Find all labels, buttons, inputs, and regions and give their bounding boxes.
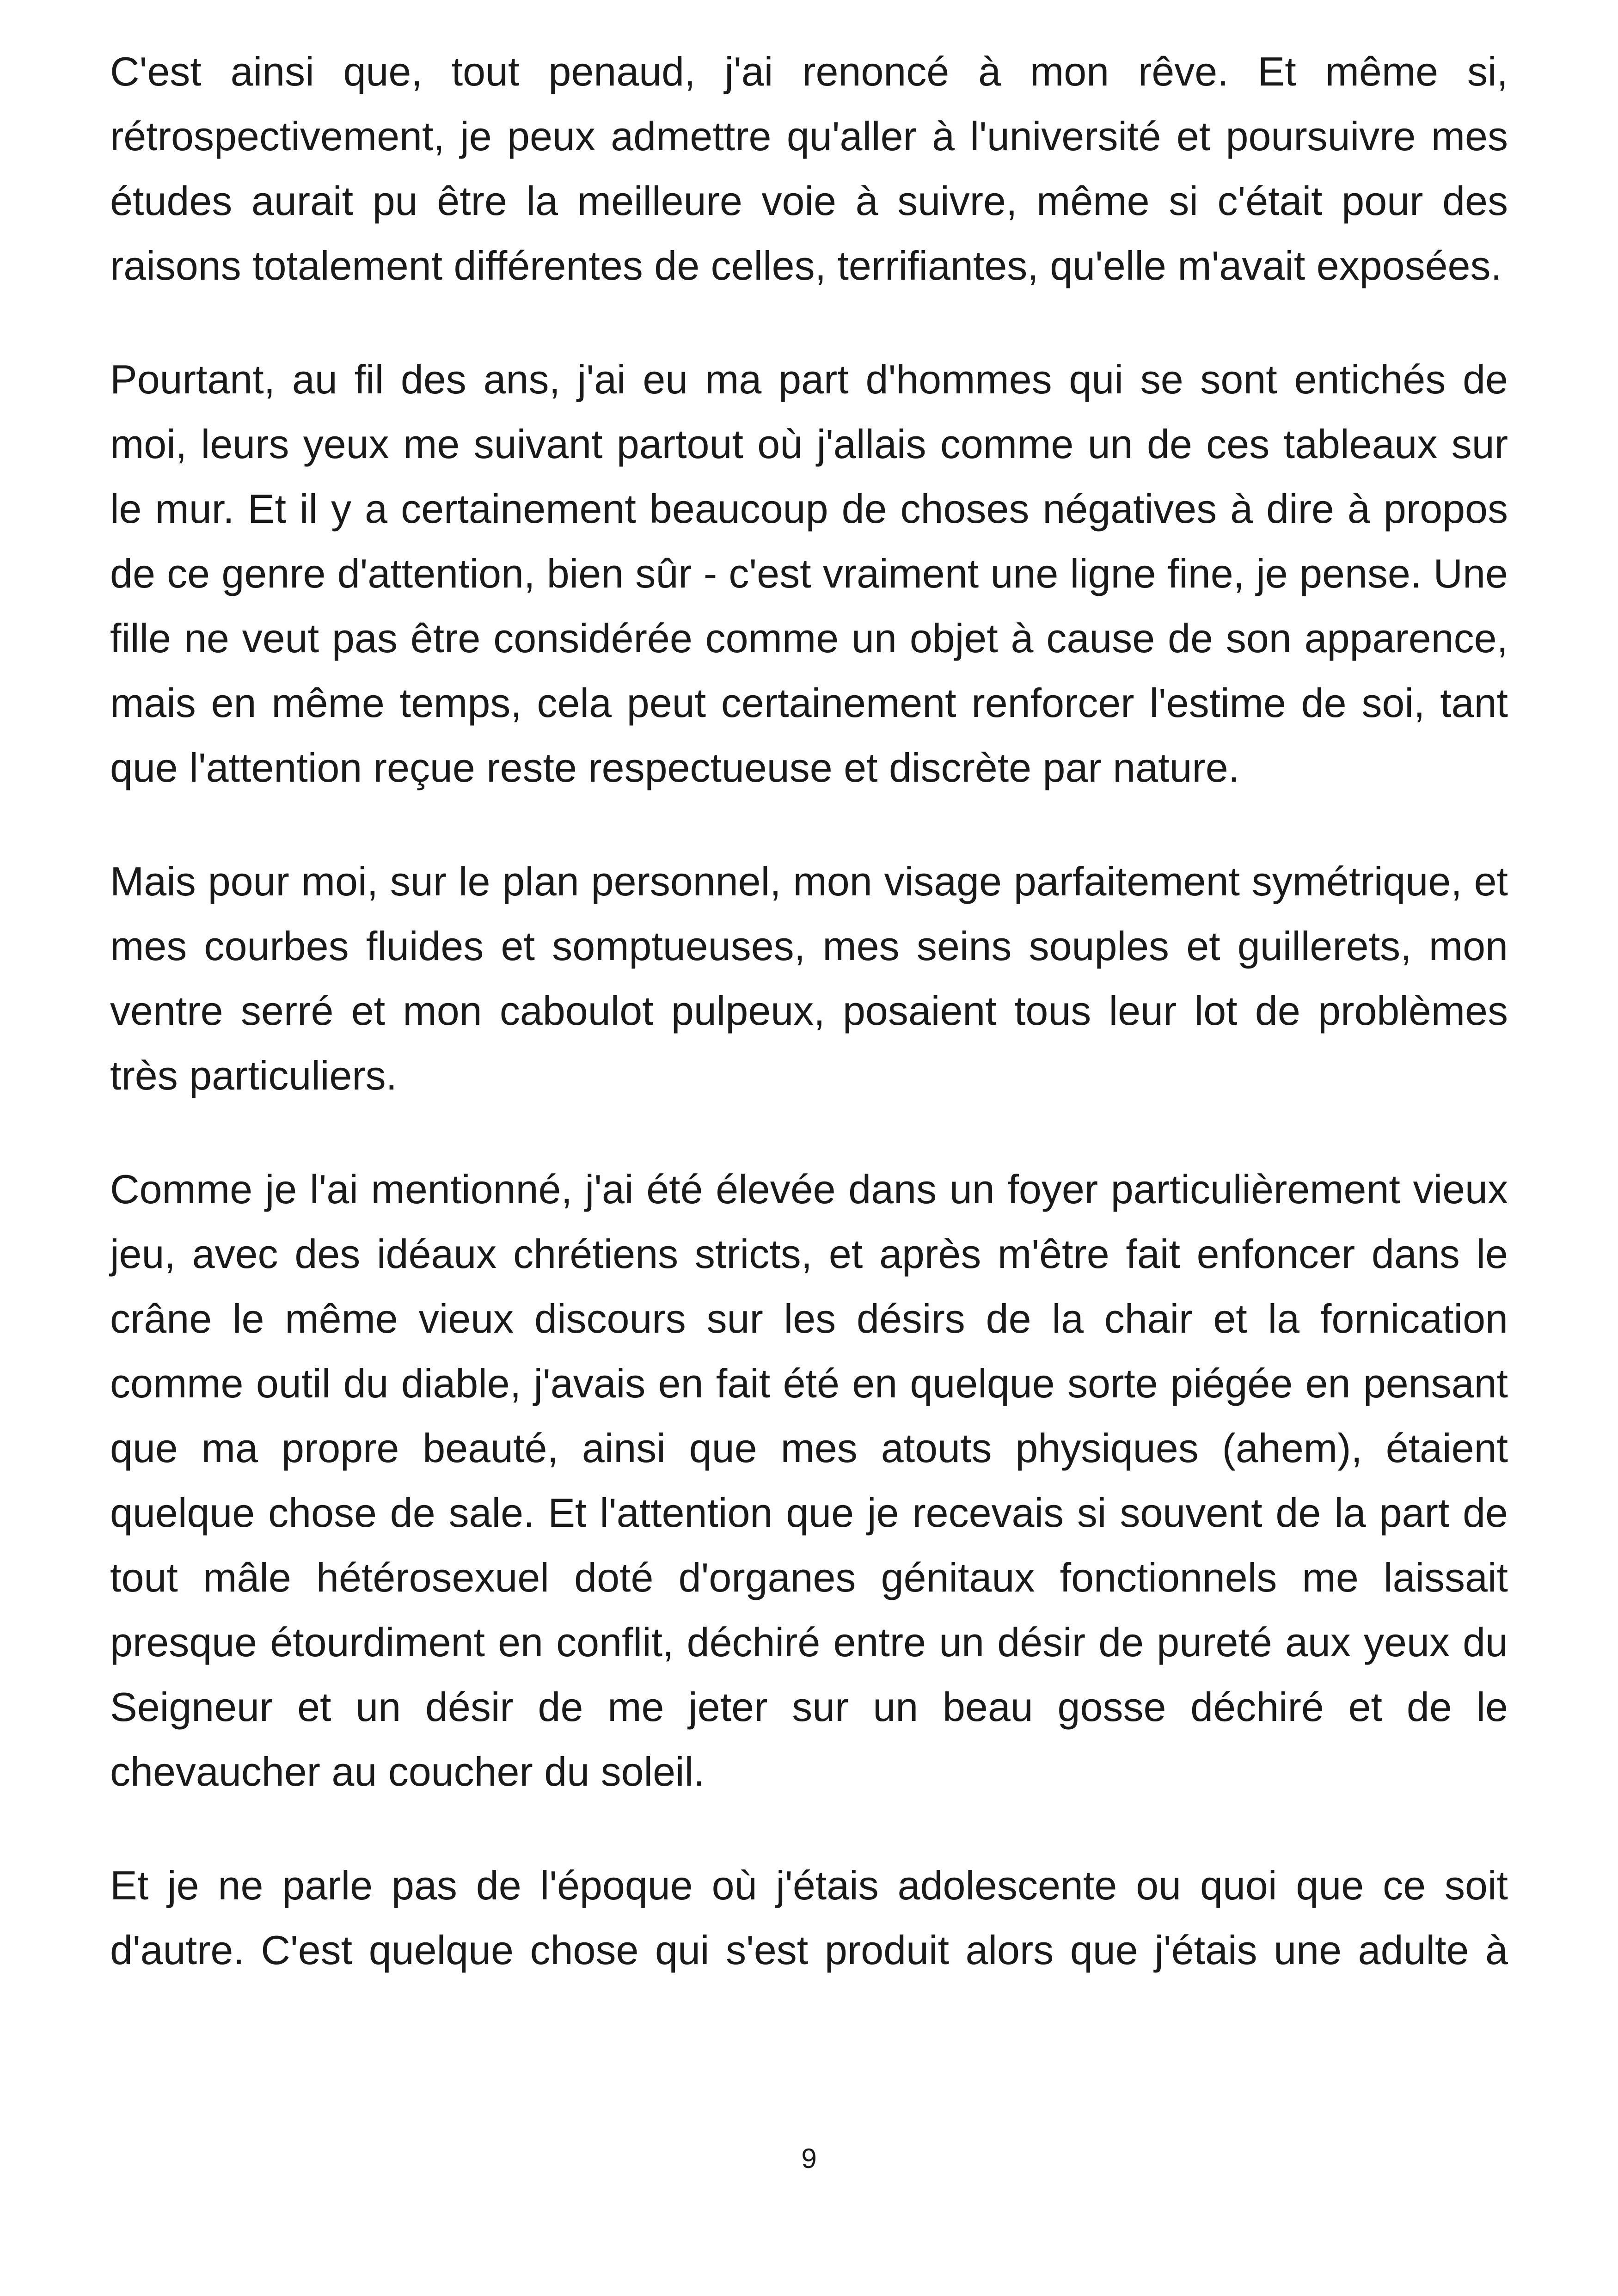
page-number: 9	[801, 2143, 817, 2174]
paragraph-2: Pourtant, au fil des ans, j'ai eu ma part d'hommes qui se sont entichés de moi, leurs yeux me suivant partout où j'allais comme un de ces tableaux sur le mur. Et il y a certainement beaucoup de choses négatives à dire à propos de ce genre d'attention, bien sûr - c'est vraiment une ligne fine, je pense. Une fille ne veut pas être considérée comme un objet à cause de son apparence, mais en même temps, cela peut certainement renforcer l'estime de soi, tant que l'attention reçue reste respectueuse et discrète par nature.	[110, 356, 1508, 790]
paragraph-1: C'est ainsi que, tout penaud, j'ai renoncé à mon rêve. Et même si, rétrospectivement, je peux admettre qu'aller à l'université et poursuivre mes études aurait pu être la meilleure voie à suivre, même si c'était pour des raisons totalement différentes de celles, terrifiantes, qu'elle m'avait exposées.	[110, 49, 1508, 288]
body-text	[110, 39, 1508, 1983]
paragraph-5: Et je ne parle pas de l'époque où j'étais adolescente ou quoi que ce soit d'autre. C'est quelque chose qui s'est produit alors que j'étais une adulte à	[110, 1862, 1508, 1973]
paragraph-4: Comme je l'ai mentionné, j'ai été élevée dans un foyer particulièrement vieux jeu, avec des idéaux chrétiens stricts, et après m'être fait enfoncer dans le crâne le même vieux discours sur les désirs de la chair et la fornication comme outil du diable, j'avais en fait été en quelque sorte piégée en pensant que ma propre beauté, ainsi que mes atouts physiques (ahem), étaient quelque chose de sale. Et l'attention que je recevais si souvent de la part de tout mâle hétérosexuel doté d'organes génitaux fonctionnels me laissait presque étourdiment en conflit, déchiré entre un désir de pureté aux yeux du Seigneur et un désir de me jeter sur un beau gosse déchiré et de le chevaucher au coucher du soleil.	[110, 1166, 1508, 1794]
paragraph-3: Mais pour moi, sur le plan personnel, mon visage parfaitement symétrique, et mes courbes fluides et somptueuses, mes seins souples et guillerets, mon ventre serré et mon caboulot pulpeux, posaient tous leur lot de problèmes très particuliers.	[110, 858, 1508, 1098]
